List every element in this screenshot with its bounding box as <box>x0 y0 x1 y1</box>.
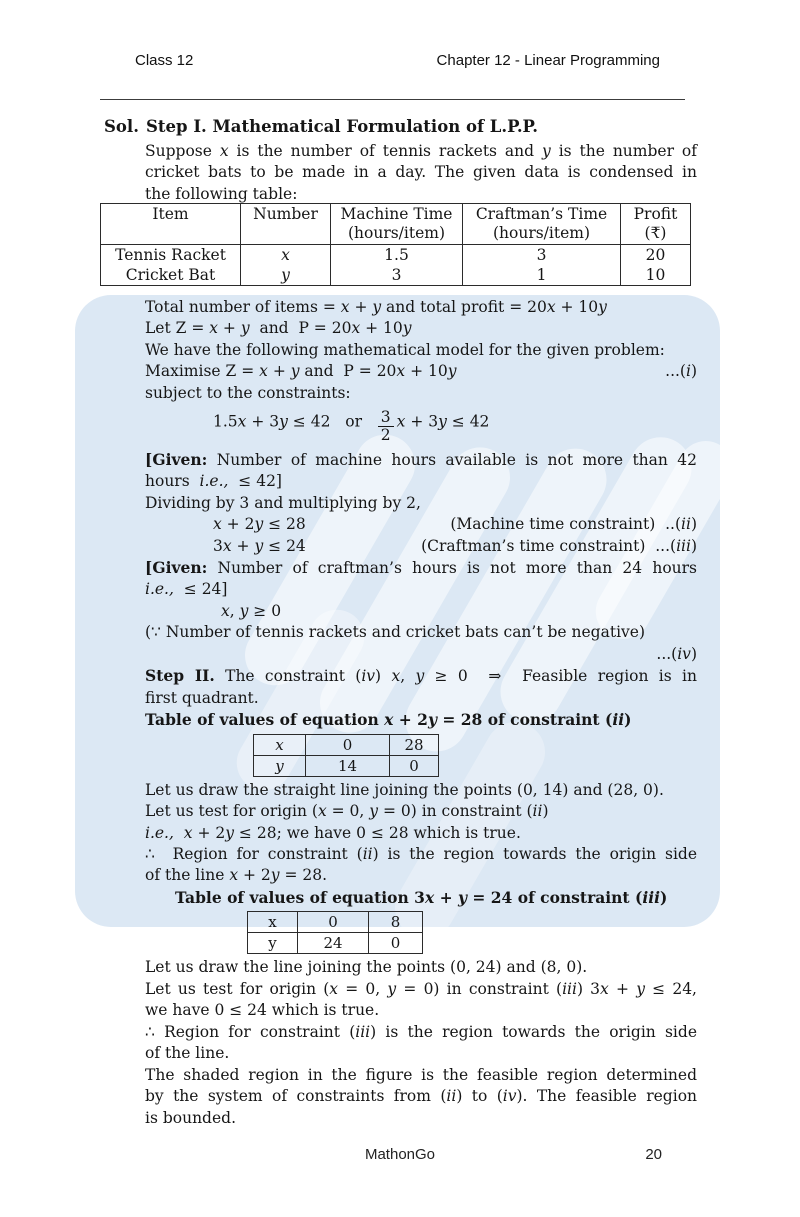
table-cell: 0 <box>369 933 423 954</box>
table-cell: y <box>254 755 306 776</box>
text-segment: y <box>427 710 437 730</box>
text-segment: i.e., <box>199 472 229 491</box>
table-cell: 1 <box>463 265 621 286</box>
data-table-container <box>100 203 691 286</box>
text-segment: iv <box>361 667 376 686</box>
text-segment: ) is the region towards the origin side <box>372 844 697 863</box>
text-segment: y <box>270 866 280 885</box>
text-segment: x <box>219 142 229 160</box>
text-segment: [Given: <box>145 558 208 577</box>
text-line <box>221 601 697 622</box>
table-cell: 0 <box>390 755 439 776</box>
value-table-table_ii <box>253 734 439 777</box>
text-segment: + <box>608 979 637 998</box>
text-segment: + <box>231 536 255 555</box>
text-segment: + 2 <box>221 515 255 534</box>
text-segment: iv <box>502 1087 517 1106</box>
text-line <box>145 709 697 731</box>
text-segment: ) <box>690 536 697 555</box>
text-segment: 1.5 <box>213 412 238 431</box>
text-segment: The constraint ( <box>214 667 362 686</box>
intro-paragraph <box>145 141 697 205</box>
text-line <box>145 318 697 339</box>
text-segment: ≥ 0 ⇒ Feasible region is in <box>424 667 697 686</box>
text-segment: y <box>438 412 447 431</box>
text-segment: = 0, <box>338 979 388 998</box>
text-segment: ≤ 24] <box>173 580 228 599</box>
text-segment: ) <box>690 644 697 663</box>
text-segment: ) <box>375 667 392 686</box>
text-line <box>145 493 697 514</box>
text-segment: = 0, <box>326 802 370 821</box>
text-line <box>145 688 697 709</box>
text-line <box>145 865 697 886</box>
text-segment: ≤ 28 <box>263 515 306 534</box>
text-line <box>145 780 697 801</box>
text-segment: + <box>217 319 241 338</box>
text-line <box>175 887 697 909</box>
text-segment: = 28. <box>279 866 328 885</box>
text-line <box>145 557 697 579</box>
text-segment: ) <box>660 887 668 907</box>
text-segment <box>174 824 184 842</box>
text-segment: x <box>329 979 339 998</box>
text-segment: y <box>254 536 264 555</box>
text-segment: y <box>369 802 379 821</box>
data-table-body <box>101 245 691 286</box>
text-segment: iii <box>562 979 577 998</box>
text-segment: we have 0 ≤ 24 which is true. <box>145 1001 380 1020</box>
text-segment: ) is the region towards the origin side <box>370 1022 697 1041</box>
item-data-table <box>100 203 691 286</box>
text-segment: = 24 of constraint ( <box>466 887 643 907</box>
text-segment: by the system of constraints from ( <box>145 1087 447 1106</box>
header-divider <box>100 99 685 100</box>
text-segment: ∴ Region for constraint ( <box>145 844 363 863</box>
solution-body <box>145 297 697 1129</box>
text-segment: Let us draw the straight line joining the points (0, 14) and (28, 0). <box>145 780 664 799</box>
footer-page-number: 20 <box>645 1146 662 1163</box>
fraction: $\frac{3}{2}$ <box>378 409 394 443</box>
text-segment: ≤ 28; we have 0 ≤ 28 which is true. <box>234 823 521 842</box>
text-segment: x <box>221 601 230 620</box>
text-segment: ii <box>612 710 625 730</box>
table-row <box>254 734 439 755</box>
column-header: Craftman’s Time (hours/item) <box>463 204 621 245</box>
text-segment: x <box>213 515 222 534</box>
text-segment: + 10 <box>405 362 448 381</box>
table-row <box>248 933 423 954</box>
text-line <box>145 644 697 665</box>
text-segment: [Given: <box>145 449 208 469</box>
text-segment: y <box>254 515 264 534</box>
text-line <box>213 536 697 557</box>
text-segment: We have the following mathematical model for the given problem: <box>145 340 665 359</box>
text-segment: ...( <box>656 644 678 663</box>
text-segment: and total profit = 20 <box>381 298 547 316</box>
text-segment: y <box>372 298 382 316</box>
text-segment: + <box>267 362 291 381</box>
text-line <box>145 801 697 822</box>
text-segment: y <box>457 887 467 907</box>
text-line <box>145 471 697 492</box>
text-segment: ). The feasible region <box>516 1087 698 1106</box>
text-segment: ) <box>690 362 697 381</box>
text-line <box>145 979 697 1000</box>
text-segment: ii <box>681 515 691 534</box>
data-table-head <box>101 204 691 245</box>
text-segment: iii <box>355 1022 371 1041</box>
text-segment: x <box>391 667 401 686</box>
text-segment: x <box>183 823 193 842</box>
text-segment: ) <box>624 710 632 730</box>
text-segment: or <box>345 412 362 431</box>
text-segment: i.e., <box>145 580 174 599</box>
text-segment: Maximise Z = <box>145 362 260 381</box>
text-segment: x <box>546 298 556 316</box>
text-segment <box>362 413 377 431</box>
header-class-label: Class 12 <box>135 52 194 69</box>
table-cell: 3 <box>331 265 463 286</box>
column-header: Profit (₹) <box>621 204 691 245</box>
column-header: Number <box>241 204 331 245</box>
text-line <box>145 1065 697 1086</box>
text-segment: y <box>636 979 645 998</box>
text-segment: y <box>225 823 234 842</box>
text-segment: Let us test for origin ( <box>145 979 330 998</box>
table-cell: x <box>241 245 331 266</box>
text-segment: x <box>209 319 218 338</box>
text-segment: ii <box>362 844 373 863</box>
table-row <box>101 265 691 286</box>
text-segment: ∴ Region for constraint ( <box>145 1022 356 1041</box>
table-row <box>101 245 691 266</box>
table-cell: x <box>248 912 298 933</box>
text-segment: iii <box>676 536 691 555</box>
text-line <box>145 844 697 865</box>
text-line <box>145 383 697 404</box>
text-segment: the following table: <box>145 184 298 203</box>
table-cell: 14 <box>306 755 390 776</box>
text-segment: Let Z = <box>145 319 210 338</box>
text-segment: hours <box>145 472 200 491</box>
text-segment: Total number of items = <box>145 298 341 316</box>
text-segment: Table of values of equation <box>145 710 385 730</box>
text-segment: Step II. <box>145 666 215 686</box>
text-segment: = 0) in constraint ( <box>378 802 533 821</box>
text-segment: ii <box>446 1087 457 1106</box>
text-segment: y <box>447 362 457 381</box>
text-segment: ≤ 42] <box>228 472 282 491</box>
text-segment: + 2 <box>393 710 428 730</box>
text-segment: y <box>279 412 288 431</box>
text-segment: is the number of <box>550 142 697 160</box>
text-segment: = 0) in constraint ( <box>396 979 563 998</box>
text-segment: Let us test for origin ( <box>145 802 318 821</box>
header-chapter-label: Chapter 12 - Linear Programming <box>436 52 660 69</box>
value-table-table_iii <box>247 911 423 954</box>
text-segment: ) <box>542 802 549 821</box>
text-segment: x <box>396 412 406 431</box>
solution-label: Sol. <box>104 117 139 136</box>
text-segment: cricket bats to be made in a day. The given data is condensed in <box>145 163 697 182</box>
text-segment: x <box>384 710 394 730</box>
equation-number <box>421 536 697 557</box>
step1-heading: Step I. Mathematical Formulation of L.P.P. <box>146 117 538 136</box>
text-segment: x <box>424 887 435 907</box>
text-segment: + <box>349 298 373 316</box>
text-segment: ii <box>532 802 543 821</box>
text-segment: y <box>387 979 397 998</box>
text-segment: y <box>415 667 425 686</box>
table-cell: x <box>254 734 306 755</box>
text-segment: (Machine time constraint) ..( <box>450 515 682 534</box>
text-segment: Number of machine hours available is not more than 42 <box>207 450 697 469</box>
text-segment: x <box>237 412 247 431</box>
text-segment: y <box>240 319 250 338</box>
text-line <box>145 579 697 600</box>
text-line <box>213 514 697 535</box>
text-segment: x <box>351 319 361 338</box>
text-line <box>145 361 697 382</box>
text-segment: , <box>229 601 240 620</box>
text-segment: ≤ 24 <box>263 536 306 555</box>
text-segment: is bounded. <box>145 1108 237 1127</box>
text-segment: first quadrant. <box>145 688 259 707</box>
text-line <box>145 665 697 687</box>
column-header: Item <box>101 204 241 245</box>
text-segment: y <box>542 142 551 160</box>
table-cell: Cricket Bat <box>125 266 216 284</box>
text-segment: (∵ Number of tennis rackets and cricket bats can’t be negative) <box>145 623 646 642</box>
text-segment: y <box>239 601 249 620</box>
text-segment: + 2 <box>192 823 226 842</box>
text-segment: + 3 <box>405 412 439 431</box>
text-segment: The shaded region in the figure is the feasible region determined <box>145 1065 697 1084</box>
text-line <box>145 1108 697 1129</box>
text-segment: Let us draw the line joining the points (0, 24) and (8, 0). <box>145 958 588 977</box>
text-line <box>145 622 697 643</box>
text-segment: + 10 <box>555 298 599 316</box>
text-segment: , <box>400 667 416 686</box>
table-cell: Tennis Racket <box>115 246 226 264</box>
text-segment: x <box>222 536 232 555</box>
text-segment: Dividing by 3 and multiplying by 2, <box>145 493 421 512</box>
table-cell: y <box>248 933 298 954</box>
table-cell: 1.5 <box>331 245 463 266</box>
text-line <box>145 823 697 844</box>
text-segment: ) <box>690 515 697 534</box>
text-segment: of the line. <box>145 1044 230 1063</box>
text-segment: i.e., <box>145 823 174 842</box>
text-segment: + <box>434 887 458 907</box>
table-cell: 3 <box>463 245 621 266</box>
footer-brand: MathonGo <box>364 1146 436 1163</box>
text-line <box>145 449 697 471</box>
text-segment: x <box>259 362 268 381</box>
text-segment: + 10 <box>360 319 403 338</box>
text-segment: i <box>685 362 691 381</box>
text-segment: ) to ( <box>456 1087 503 1106</box>
text-line <box>145 297 697 318</box>
table-row <box>254 755 439 776</box>
text-segment: x <box>340 298 350 316</box>
text-segment: y <box>402 319 412 338</box>
table-cell: 28 <box>390 734 439 755</box>
text-segment: ≤ 42 <box>446 412 490 431</box>
text-segment: + 2 <box>238 866 271 885</box>
text-segment: and P = 20 <box>249 319 352 338</box>
table-cell: 20 <box>621 245 691 266</box>
column-header: Machine Time (hours/item) <box>331 204 463 245</box>
table-cell: 0 <box>306 734 390 755</box>
text-segment: and P = 20 <box>299 362 397 381</box>
text-segment: ...( <box>665 362 686 381</box>
table-cell: 8 <box>369 912 423 933</box>
text-segment: + 3 <box>246 412 280 431</box>
text-segment: ≤ 42 <box>287 412 346 431</box>
text-segment: (Craftman’s time constraint) ...( <box>421 536 677 555</box>
text-segment: x <box>317 802 327 821</box>
text-segment: ≤ 24, <box>644 979 697 998</box>
text-line <box>145 1043 697 1064</box>
text-segment: x <box>396 362 406 381</box>
text-segment: Number of craftman’s hours is not more than 24 hours <box>207 559 697 577</box>
text-segment: 3 <box>213 536 223 555</box>
text-segment: is the number of tennis rackets and <box>228 142 542 160</box>
text-segment: ≥ 0 <box>248 601 282 620</box>
table-row <box>248 912 423 933</box>
text-line <box>145 1022 697 1043</box>
text-segment: ) 3 <box>576 979 601 998</box>
text-segment: subject to the constraints: <box>145 383 351 402</box>
table-cell: 24 <box>298 933 369 954</box>
text-segment: Suppose <box>145 142 220 160</box>
text-segment: = 28 of constraint ( <box>436 710 613 730</box>
text-line <box>145 141 697 162</box>
text-line <box>145 162 697 183</box>
text-segment: iv <box>677 644 691 663</box>
text-segment: iii <box>642 887 660 907</box>
text-line <box>145 1000 697 1021</box>
table-cell: y <box>241 265 331 286</box>
text-line <box>145 1086 697 1107</box>
equation-number <box>665 361 697 382</box>
text-segment: y <box>290 362 300 381</box>
equation-number <box>450 514 697 535</box>
text-segment: x <box>600 979 609 998</box>
text-line <box>213 409 697 443</box>
table-cell: 10 <box>621 265 691 286</box>
text-line <box>145 340 697 361</box>
table-cell: 0 <box>298 912 369 933</box>
text-segment: Table of values of equation 3 <box>175 887 425 907</box>
text-line <box>145 957 697 978</box>
text-segment: y <box>598 298 607 316</box>
text-segment: x <box>229 866 239 885</box>
text-segment: of the line <box>145 866 230 885</box>
